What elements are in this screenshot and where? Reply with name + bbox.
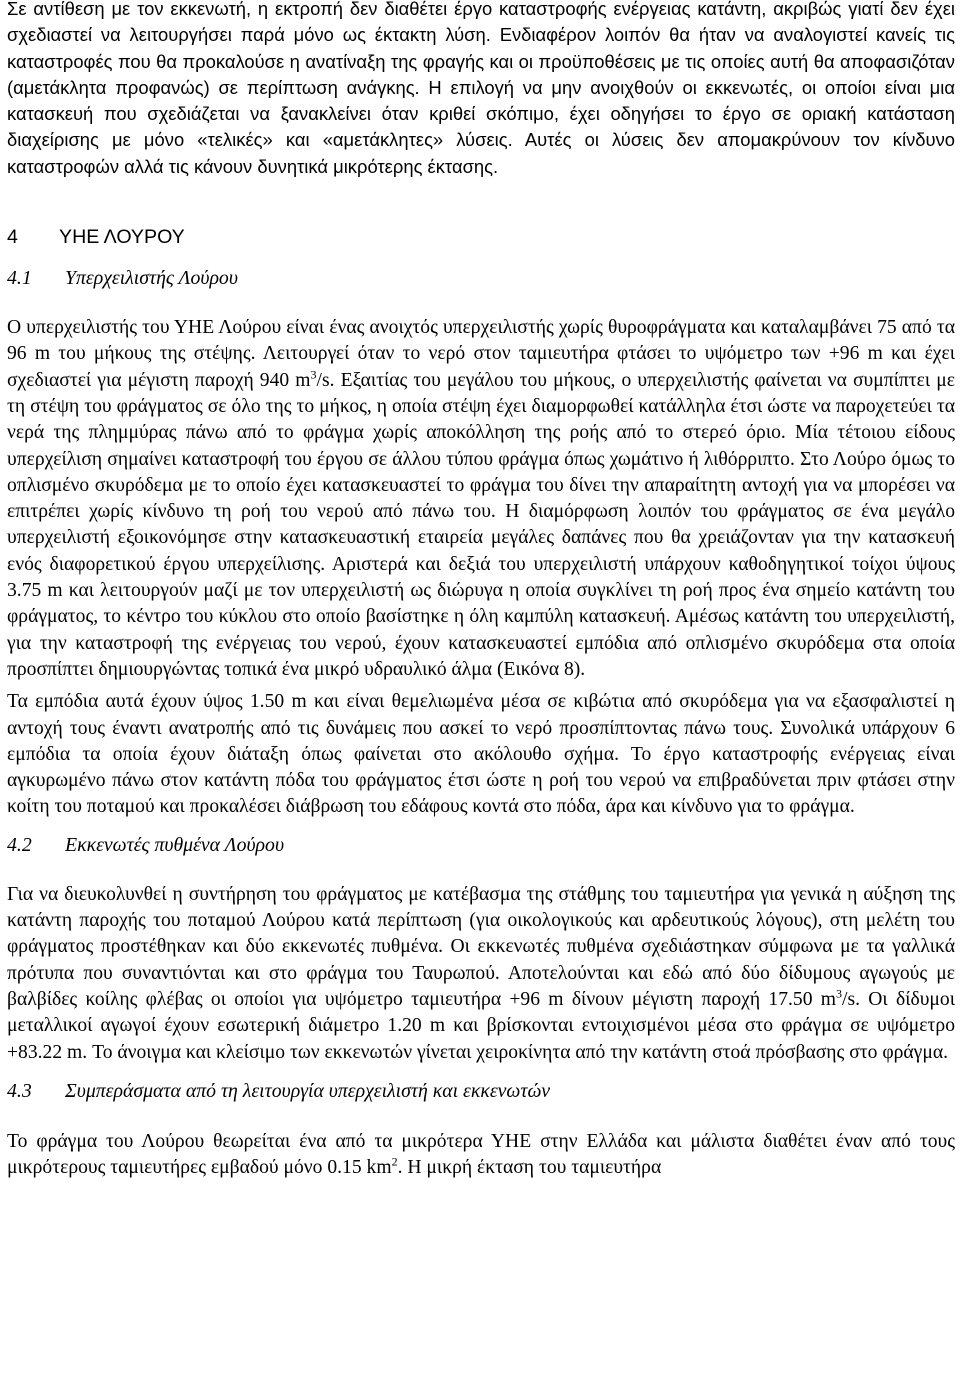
text-run: Για να διευκολυνθεί η συντήρηση του φράγματος με κατέβασμα της στάθμης του ταμιευτήρα για γενικά η αύξηση της κατάντη παροχής του ποταμού Λούρου κατά περίπτωση (για οικολογικούς και αρδευτικούς λόγους), στη μελέτη του φράγματος προστέθηκαν και δύο εκκενωτές πυθμένα. Οι εκκενωτές πυθμένα σχεδιάστηκαν σύμφωνα με τα γαλλικά πρότυπα που συναντιόνται και στο φράγμα του Ταυρωπού. Αποτελούνται και εδώ από δύο δίδυμους αγωγούς με βαλβίδες κοίλης φλέβας οι οποίοι για υψόμετρο ταμιευτήρα +96 m δίνουν μέγιστη παροχή 17.50 m — [7, 883, 955, 1010]
section-4-1-title: Υπερχειλιστής Λούρου — [65, 267, 238, 290]
text-run: Το φράγμα του Λούρου θεωρείται ένα από τα μικρότερα ΥΗΕ στην Ελλάδα και μάλιστα διαθέτει έναν από τους μικρότερους ταμιευτήρες εμβαδού μόνο 0.15 km — [7, 1130, 955, 1179]
text-run: Ο υπερχειλιστής του ΥΗΕ Λούρου είναι ένας ανοιχτός υπερχειλιστής χωρίς θυροφράγματα και καταλαμβάνει 75 από τα 96 m του μήκους της στέψης. Λειτουργεί όταν το νερό στον ταμιευτήρα φτάσει το υψόμετρο των +96 m και έχει σχεδιαστεί για μέγιστη παροχή 940 m — [7, 317, 955, 391]
section-4-3-number: 4.3 — [7, 1079, 32, 1102]
section-4-heading — [7, 224, 955, 250]
section-4-number: 4 — [7, 226, 18, 249]
section-4-3-heading — [7, 1078, 955, 1104]
section-4-2-number: 4.2 — [7, 833, 32, 856]
intro-paragraph: Σε αντίθεση με τον εκκενωτή, η εκτροπή δεν διαθέτει έργο καταστροφής ενέργειας κατάντη, ακριβώς γιατί δεν έχει σχεδιαστεί να λειτουργήσει παρά μόνο ως έκτακτη λύση. Ενδιαφέρον λοιπόν θα ήταν να αναλογιστεί κανείς τις καταστροφές που θα προκαλούσε η ανατίναξη της φραγής και οι προϋποθέσεις με τις οποίες αυτή θα αποφασιζόταν (αμετάκλητα προφανώς) σε περίπτωση ανάγκης. Η επιλογή να μην ανοιχθούν οι εκκενωτές, οι οποίοι είναι μια κατασκευή που σχεδιάζεται να ξανακλείνει όταν κριθεί σκόπιμο, έχει οδηγήσει το έργο σε οριακή κατάσταση διαχείρισης με μόνο «τελικές» και «αμετάκλητες» λύσεις. Αυτές οι λύσεις δεν απομακρύνουν τον κίνδυνο καταστροφών αλλά τις κάνουν δυνητικά μικρότερης έκτασης. — [7, 0, 955, 177]
section-4-1-paragraph-1 — [7, 315, 955, 683]
section-4-2-title: Εκκενωτές πυθμένα Λούρου — [65, 833, 285, 856]
section-4-title: ΥΗΕ ΛΟΥΡΟΥ — [59, 226, 185, 249]
superscript: 3 — [310, 367, 317, 382]
text-run: /s. Οι δίδυμοι μεταλλικοί αγωγοί έχουν εσωτερική διάμετρο 1.20 m και βρίσκονται εντοιχισμένοι μέσα στο φράγμα σε υψόμετρο +83.22 m. Το άνοιγμα και κλείσιμο των εκκενωτών γίνεται χειροκίνητα από την κατάντη στοά πρόσβασης στο φράγμα. — [7, 988, 955, 1063]
section-4-3-paragraph — [7, 1129, 955, 1182]
section-4-2-heading — [7, 832, 955, 858]
document-page — [7, 0, 955, 1181]
section-4-1-paragraph-2: Τα εμπόδια αυτά έχουν ύψος 1.50 m και είναι θεμελιωμένα μέσα σε κιβώτια από σκυρόδεμα για να εξασφαλιστεί η αντοχή τους έναντι ανατροπής από τις δυνάμεις που ασκεί το νερό προσπίπτοντας πάνω τους. Συνολικά υπάρχουν 6 εμπόδια τα οποία έχουν διάταξη όπως φαίνεται στο ακόλουθο σχήμα. Το έργο καταστροφής ενέργειας είναι αγκυρωμένο πάνω στον κατάντη πόδα του φράγματος έτσι ώστε η ροή του νερού να επιβραδύνεται πριν φτάσει στην κοίτη του ποταμού και προκαλέσει διάβρωση του εδάφους κοντά στο πόδα, άρα και κίνδυνο για το φράγμα. — [7, 691, 955, 818]
superscript: 3 — [836, 986, 843, 1001]
section-4-1-number: 4.1 — [7, 267, 32, 290]
text-run: /s. Εξαιτίας του μεγάλου του μήκους, ο υπερχειλιστής φαίνεται να συμπίπτει με τη στέψη του φράγματος σε όλο της το μήκος, η οποία στέψη έχει διαμορφωθεί κατάλληλα έτσι ώστε να παροχετεύει τα νερά της πλημμύρας πάνω από το φράγμα χωρίς αποκόλληση της ροής από το στερεό όριο. Μία τέτοιου είδους υπερχείλιση σημαίνει καταστροφή του έργου σε άλλου τύπου φράγμα όπως χωμάτινο ή λιθόρριπτο. Στο Λούρο όμως το οπλισμένο σκυρόδεμα με το οποίο έχει κατασκευαστεί το φράγμα του δίνει την απαραίτητη αντοχή για να μπορέσει να επιτρέπει χωρίς κίνδυνο τη ροή του νερού από πάνω του. Η διαμόρφωση λοιπόν του φράγματος σε ένα μεγάλο υπερχειλιστή εξοικονόμησε στην κατασκευαστική εταιρεία μεγάλες δαπάνες που θα χρειάζονταν για την κατασκευή ενός διαφορετικού έργου υπερχείλισης. Αριστερά και δεξιά του υπερχειλιστή υπάρχουν καθοδηγητικοί τοίχοι ύψους 3.75 m και λειτουργούν μαζί με τον υπερχειλιστή ως διώρυγα η οποία συγκλίνει τη ροή προς ένα σημείο κατάντη του φράγματος, το κέντρο του κύκλου στο οποίο βασίστηκε η όλη καμπύλη κατασκευή. Αμέσως κατάντη του υπερχειλιστή, για την καταστροφή της ενέργειας του νερού, έχουν κατασκευαστεί εμπόδια από οπλισμένο σκυρόδεμα στα οποία προσπίπτει δημιουργώντας τοπικά ένα μικρό υδραυλικό άλμα (Εικόνα 8). — [7, 369, 955, 680]
section-4-1-heading — [7, 265, 955, 291]
section-4-3-title: Συμπεράσματα από τη λειτουργία υπερχειλιστή και εκκενωτών — [65, 1079, 551, 1102]
section-4-2-paragraph — [7, 882, 955, 1066]
superscript: 2 — [391, 1154, 398, 1169]
text-run: . Η μικρή έκταση του ταμιευτήρα — [397, 1157, 662, 1179]
